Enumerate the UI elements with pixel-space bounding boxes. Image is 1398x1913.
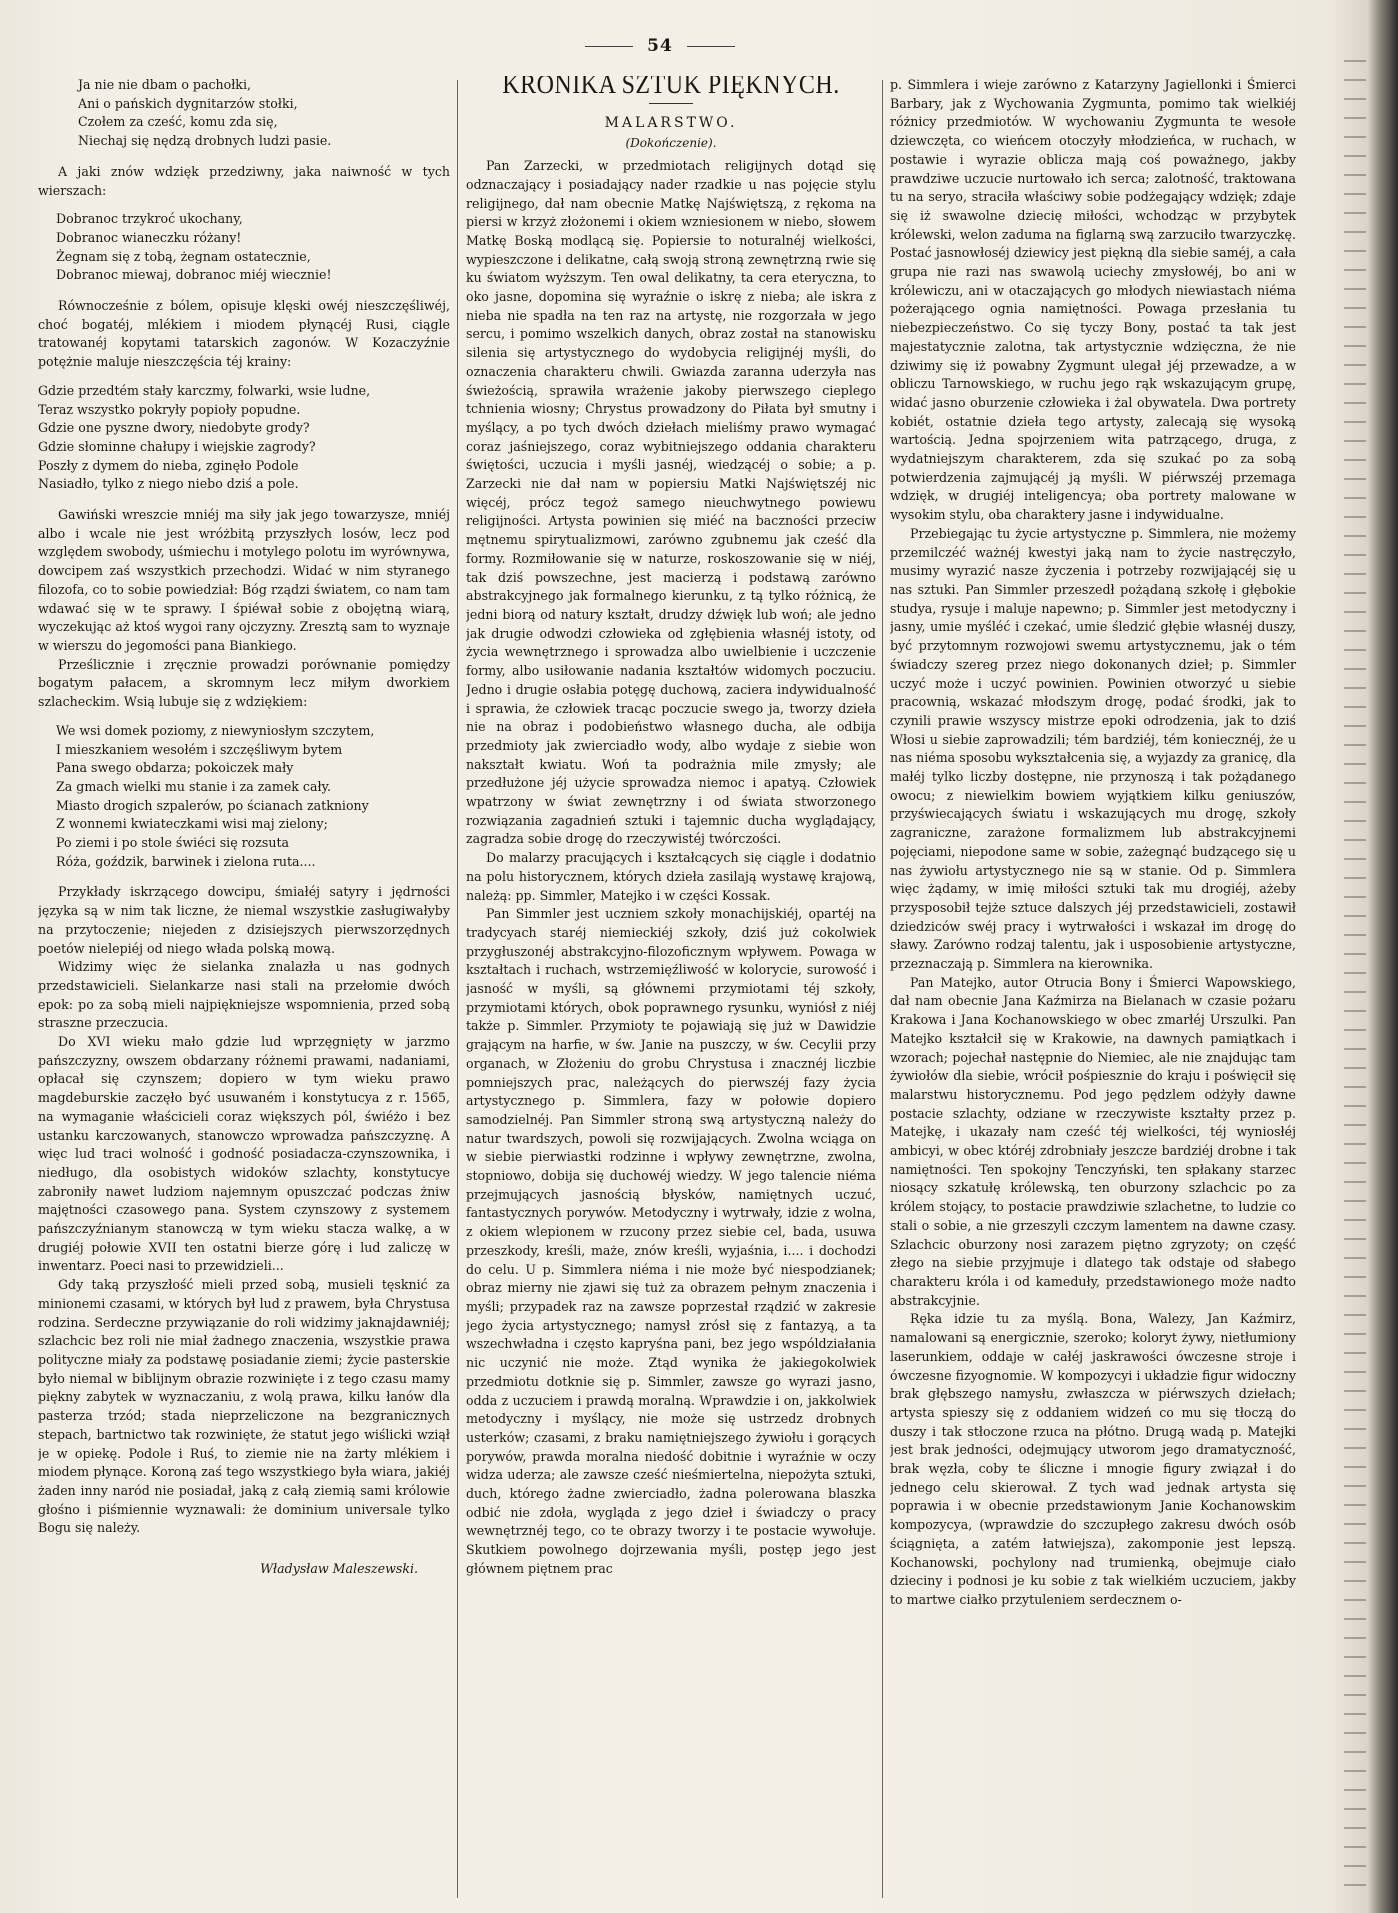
page-number: 54: [0, 36, 1320, 56]
verse-line: We wsi domek poziomy, z niewyniosłym szczytem,: [56, 722, 375, 738]
verse-kozaczyzna: [38, 382, 450, 494]
verse-line: Dobranoc wianeczku różany!: [56, 229, 242, 245]
verse-line: Teraz wszystko pokryły popioły popudne.: [38, 401, 301, 417]
paragraph: Gawiński wreszcie mniéj ma siły jak jego towarzysze, mniéj albo i wcale nie jest wróżbitą przyszłych losów, lecz pod względem swobody, uśmiechu i motylego polotu im wyrównywa, dowcipem zaś wszystkich przechodzi. Widać w nim styranego filozofa, co to sobie powiedział: Bóg rządzi światem, co nam tam wdawać się w te sprawy. I śpiéwał sobie z obojętną wiarą, wyczekując aż ktoś wygoi rany ojczyzny. Zresztą sam to wyznaje w wierszu do jegomości pana Biankiego.: [38, 507, 450, 653]
paragraph: Pan Zarzecki, w przedmiotach religijnych dotąd się odznaczający i posiadający nader rzadkie u nas pojęcie stylu religijnego, dał nam obecnie Matkę Najświętszą, z rękoma na piersi w krzyż złożonemi i okiem wzniesionem w niebo, słowem Matkę Boską modlącą się. Popiersie to noturalnéj wielkości, wypieszczone i delikatne, całą swoją stroną zewnętrzną rwie się ku światom wyższym. Ten owal delikatny, ta cera eteryczna, to oko jasne, dopomina się wyraźnie o iskrę z nieba; ale iskra z nieba nie spadła na ten raz na artystę, nie rozgorzała w jego sercu, i pomimo wszelkich danych, obraz został na stanowisku silenia się artystycznego do wydobycia religijnéj myśli, do oznaczenia charakteru chwili. Gwiazda zaranna uderzyła nas świeżością, sprawiła wrażenie jakoby pierwszego cieplego tchnienia wiosny; Chrystus prowadzony do Piłata był smutny i myślący, a po tych dwóch dziełach mieliśmy prawo wymagać coraz jaśniejszego, coraz wybitniejszego oddania charakteru świętości, uczucia i myśli jasnéj, wiedzącéj o sobie; a p. Zarzecki nie dał nam w popiersiu Matki Najświętszéj nic więcéj, prócz tegoż samego nieuchwytnego powiewu religijności. Artysta powinien się miéć na baczności przeciw mętnemu spirytualizmowi, zarówno zgubnemu jak cześć dla formy. Rozmiłowanie się w naturze, roskoszowanie się w niéj, tak dziś powszechne, jest macierzą i podstawą zarówno abstrakcyjnego jak formalnego kierunku, z tą tylko różnicą, że jedni biorą od natury kształt, drudzy dźwięk lub woń; ale jedno jak drugie odwodzi człowieka od zgłębienia własnéj istoty, od życia wewnętrznego i sprowadza albo uwielbienie i uczczenie formy, albo usiłowanie nadania kształtów widomych poczuciu. Jedno i drugie osłabia potęgę duchową, zaciera indywidualność i sprawia, że człowiek tracąc poczucie swego ja, tworzy dzieła nie na obraz i podobieństwo własnego ducha, ale odbija przedmioty jak zwierciadło wody, albo wydaje z siebie won nakształt kwiatu. Woń ta podrażnia mile zmysły; ale przedłużone jéj użycie sprowadza niemoc i apatyą. Człowiek wpatrzony w świat zewnętrzny i od świata stworzonego rozwiązania zagadnień sztuki i tajemnic ducha wyglądający, zagradza sobie drogę do rzeczywistéj twórczości.: [466, 158, 876, 847]
verse-line: Ja nie nie dbam o pachołki,: [78, 77, 251, 92]
paragraph: Widzimy więc że sielanka znalazła u nas godnych przedstawicieli. Sielankarze nasi stali na przełomie dwóch epok: po za sobą mieli najpiękniejsze wspomnienia, przed sobą straszne przeczucia.: [38, 959, 450, 1031]
paragraph: Równocześnie z bólem, opisuje klęski owéj nieszczęśliwéj, choć bogatéj, mlékiem i miodem płynącéj Rusi, ciągle tratowanéj kopytami tatarskich zagonów. W Kozaczyźnie potężnie maluje nieszczęścia téj krainy:: [38, 298, 450, 370]
verse-line: Dobranoc miewaj, dobranoc miéj wiecznie!: [56, 267, 332, 283]
verse-line: Po ziemi i po stole świéci się rozsuta: [56, 835, 290, 851]
column-rule-left: [457, 80, 458, 1898]
verse-line: Gdzie przedtém stały karczmy, folwarki, wsie ludne,: [38, 382, 371, 398]
paragraph: Do XVI wieku mało gdzie lud wprzęgnięty w jarzmo pańszczyzny, owszem obdarzany różnemi prawami, nadaniami, opłacał się czynszem; dopiero w tym wieku prawo magdeburskie zaczęło być usuwaném i konstytucya z r. 1565, na wymaganie właścicieli coraz większych pól, świéżo i bez ustanku karczowanych, stanowczo wprowadza pańszczyznę. A więc lud traci wolność i godność posiadacza-czynszownika, i niedługo, dla osobistych widoków szlachty, konstytucye zabroniły nawet ludziom najemnym opuszczać podczas żniw majętności czasowego pana. System czynszowy z systemem pańszczyźnianym stanowczą w tym wieku stacza walkę, a w drugiéj połowie XVII ten ostatni bierze górę i lud zaliczę w inwentarz. Poeci nasi to przewidzieli...: [38, 1034, 450, 1274]
paragraph: p. Simmlera i wieje zarówno z Katarzyny Jagiellonki i Śmierci Barbary, jak z Wychowania Zygmunta, pomimo tak wielkiéj różnicy przedmiotów. W wychowaniu Zygmunta te wesołe dziewczęta, co wieńcem otoczyły młodzieńca, w ruchach, w postawie i wyrazie oblicza mają coś poważnego, jakby prawdziwe uczucie nurtowało ich serca; zalotność, traktowana tu na seryo, straciła właściwy sobie podżegający wdzięk; zdaje się iż swawolne dziecię miłości, wchodząc w przybytek królewski, welon zaduma na figlarną swą zarzuciło twarzyczkę. Postać jasnowłoséj dziewicy jest piękną dla siebie saméj, a cała grupa nie razi nas swawolą uciechy zmysłowéj, bo ani w królewiczu, ani w otaczających go młodych niewiastach niéma pożerającego ognia namiętności. Powaga przesłania tu niebezpieczeństwo. Co się tyczy Bony, postać ta tak jest majestatycznie zalotna, tak artystycznie wdzięczna, że nie dziwimy się iż powabny Zygmunt ulegał jéj przewadze, a w obliczu Tarnowskiego, w ruchu jego rąk wskazującym grupę, widać jasno oburzenie człowieka i żal obywatela. Dwa portrety kobiét, ostatnie dzieła tego artysty, zalecają się wysoką wartością. Jedna spojrzeniem wita patrzącego, druga, z wydatniejszym charakterem, zda się szukać po za sobą potwierdzenia zajmującéj ją myśli. W piérwszéj przemaga wdzięk, w drugiéj inteligencya; oba portrety malowane w wysokim stylu, oba charaktery jasne i indywidualne.: [890, 77, 1296, 523]
paragraph: Prześlicznie i zręcznie prowadzi porównanie pomiędzy bogatym pałacem, a skromnym lecz miłym dworkiem szlacheckim. Wsią lubuje się z wdziękiem:: [38, 656, 450, 710]
verse-line: Z wonnemi kwiateczkami wisi maj zielony;: [56, 816, 328, 832]
verse-line: Niechaj się nędzą drobnych ludzi pasie.: [78, 133, 332, 149]
verse-line: Pana swego obdarza; pokoiczek mały: [56, 760, 294, 776]
verse-line: Ani o pańskich dygnitarzów stołki,: [78, 95, 298, 111]
adjacent-page-text: [1344, 60, 1366, 1900]
title-rule: [649, 103, 693, 104]
column-left: [38, 76, 450, 1906]
paragraph: Pan Simmler jest uczniem szkoły monachijskiéj, opartéj na tradycyach staréj niemieckiéj szkoły, dziś już cokolwiek przygłuszonéj abstrakcyjno-filozoficznym wpływem. Powaga w kształtach i ruchach, wstrzemięźliwość w kolorycie, surowość i jasność w myśli, są głównemi przymiotami téj szkoły, przymiotami których, obok poprawnego rysunku, wyniósł z niéj także p. Simmler. Przymioty te pojawiają się już w Dawidzie grającym na harfie, w św. Janie na puszczy, w św. Cecylii przy organach, w Złożeniu do grobu Chrystusa i znacznéj liczbie pomniejszych prac, należących do pierwszéj fazy życia artystycznego p. Simmlera, fazy w połowie dopiero samodzielnéj. Pan Simmler stroną swą artystyczną należy do natur twardszych, powoli się rozwijających. Zwolna wciąga on w siebie pierwiastki rodzinne i wpływy zewnętrzne, zwolna, stopniowo, dobija się duchowéj wiedzy. W jego talencie niéma przejmujących jasnością błysków, namiętnych uczuć, fantastycznych porywów. Metodyczny i wytrwały, idzie z wolna, z okiem wlepionem w rzucony przez siebie cel, bada, usuwa przeszkody, kreśli, maże, znów kreśli, wyjaśnia, i.... i dochodzi do celu. U p. Simmlera niéma i nie może być niespodzianek; obraz mierny nie zjawi się tuż za obrazem pełnym znaczenia i myśli; przypadek raz na zawsze poprzestał rządzić w zakresie jego życia artystycznego; namysł zrósł się z fantazyą, a ta wszechwładna i często kapryśna pani, bez jego wspóldziałania nic uczynić nie może. Ztąd wynika że jakiegokolwiek przedmiotu dotknie się p. Simmler, zawsze go wyrazi jasno, odda z uczuciem i prawdą moralną. Wprawdzie i on, jakkolwiek metodyczny i myślący, nie może się ustrzedz drobnych usterków; czasami, z braku namiętniejszego żywiołu i gorących porywów, prawda moralna niedość dobitnie i wyraźnie w oczy widza uderza; ale zawsze cześć nieśmiertelna, niepożyta sztuki, duch, którego żadne zwierciadło, żadna polerowana blaszka odbić nie zdoła, wygląda z jego dzieł i świadczy o pracy wewnętrznéj tego, co te obrazy tworzy i te postacie wywołuje. Skutkiem powolnego dojrzewania myśli, postęp jego jest głównem piętnem prac: [466, 906, 876, 1576]
verse-line: Za gmach wielki mu stanie i za zamek cały.: [56, 778, 332, 794]
section-title: KRONIKA SZTUK PIĘKNYCH.: [502, 76, 840, 100]
column-rule-right: [882, 80, 883, 1898]
verse-line: Czołem za cześć, komu zda się,: [78, 114, 278, 130]
continuation-note: (Dokończenie).: [625, 136, 717, 151]
verse-line: Poszły z dymem do nieba, zginęło Podole: [38, 457, 299, 473]
verse-line: Dobranoc trzykroć ukochany,: [56, 211, 243, 227]
author-signature: Władysław Maleszewski.: [260, 1561, 418, 1577]
verse-line: Żegnam się z tobą, żegnam ostatecznie,: [56, 248, 311, 264]
verse-line: Róża, goździk, barwinek i zielona ruta....: [56, 853, 316, 869]
verse-line: Gdzie słominne chałupy i wiejskie zagrody?: [38, 438, 316, 454]
verse-line: I mieszkaniem wesołém i szczęśliwym bytem: [56, 741, 343, 757]
verse-domek: [38, 722, 450, 872]
verse-dobranoc: [38, 210, 450, 285]
verse-pacholki: [38, 76, 450, 151]
paragraph: Gdy taką przyszłość mieli przed sobą, musieli tęsknić za minionemi czasami, w których był lud z prawem, była Chrystusa rodzina. Serdeczne przywiązanie do roli widzimy jaknajdawniéj; szlachcic bez roli nie miał żadnego znaczenia, wszystkie prawa polityczne miały za podstawę posiadanie ziemi; życie pasterskie było niemal w biblijnym obrazie rozwinięte i z tego czasu mamy piękny zabytek w wyznaczaniu, z wolą prawa, kilku łanów dla pasterza trzód; stada nieprzeliczone na bezgranicznych stepach, bartnictwo tak rozwinięte, że statut jego wiślicki wziął je w opiekę. Podole i Ruś, to ziemie nie na żarty mlékiem i miodem płynące. Koroną zaś tego wszystkiego była wiara, jakiéj żaden inny naród nie posiadał, jaką z całą ziemią sami królowie głośno i piśmiennie wyznawali: że dominium universale tylko Bogu się należy.: [38, 1277, 450, 1536]
column-right: [890, 76, 1296, 1906]
verse-line: Gdzie one pyszne dwory, niedobyte grody?: [38, 420, 310, 436]
paragraph: Ręka idzie tu za myślą. Bona, Walezy, Jan Kaźmirz, namalowani są energicznie, szeroko; koloryt żywy, nietłumiony laserunkiem, oddaje w całéj jaskrawości ówczesne stroje i ówczesne fizyognomie. W kompozycyi i układzie figur widoczny brak głębszego namysłu, zwłaszcza w piérwszych dziełach; artysta spieszy się z oddaniem widzeń co mu się tłoczą do duszy i tak stłoczone rzuca na płótno. Drugą wadą p. Matejki jest brak jedności, odejmujący utworom jego dramatyczność, brak węzła, coby te śliczne i mnogie figury związał i do jednego celu skierował. Z tych wad jednak artysta się poprawia i w obecnie przedstawionym Janie Kochanowskim kompozycya, (wprawdzie do szczupłego zakresu dwóch osób ściągnięta, a zatém łatwiejsza), zakomponie jest lepszą. Kochanowski, pochylony nad trumienką, obejmuje ciało dzieciny i podnosi je ku sobie z tak wielkiém uczuciem, jakby to martwe ciałko przytuleniem serdecznem o-: [890, 1311, 1296, 1607]
paragraph: Przebiegając tu życie artystyczne p. Simmlera, nie możemy przemilczéć ważnéj kwestyi jaką nam to życie nastręczyło, musimy wyrazić nasze życzenia i potrzeby rozwijającéj się u nas sztuki. Pan Simmler przeszedł pożądaną szkołę i głębokie studya, rysuje i maluje napewno; p. Simmler jest metodyczny i jasny, umie myśléć i czekać, umie śledzić głębie własnéj duszy, być przytomnym rozwojowi swemu artystycznemu, jak o tém świadczy szereg przez niego dokonanych dzieł; p. Simmler uczyć może i uczyć powinien. Powinien otworzyć u siebie pracownią, wskazać młodszym drogę, podać środki, jak to czynili prawie wszyscy mistrze epoki odrodzenia, jak to dziś Włosi u siebie zaprowadzili; tém bardziéj, tém koniecznéj, że u nas niéma sposobu wykształcenia się, a wyjazdy za granicę, dla małéj tylko liczby dostępne, nie przynoszą i tak pożądanego owocu; z niewielkim bowiem wyjątkiem kilku geniuszów, przyświecających światu i wskazujących mu drogę, szkoły zagraniczne, zarażone formalizmem lub abstrakcyjnemi pojęciami, niepodone same w sobie, zażegnąć budzącego się u nas żywiołu artystycznego nie są w stanie. Od p. Simmlera więc żądamy, w imię miłości sztuki tak mu drogiéj, ażeby przysposobił tejże sztuce dalszych jéj przedstawicieli, zostawił dziedziców swéj pracy i wytrwałości i wskazał im drogę do sławy. Zarówno rodzaj talentu, jak i usposobienie artystyczne, przeznaczają p. Simmlera na kierownika.: [890, 525, 1296, 972]
paragraph: A jaki znów wdzięk przedziwny, jaka naiwność w tych wierszach:: [38, 163, 450, 198]
paragraph: Pan Matejko, autor Otrucia Bony i Śmierci Wapowskiego, dał nam obecnie Jana Kaźmirza na Bielanach w czasie pożaru Krakowa i Jana Kochanowskiego w obec zmarłéj Urszulki. Pan Matejko kształcił się w Krakowie, na dawnych pamiątkach i wzorach; pojechał następnie do Niemiec, ale nie znajdując tam żywiołów dla siebie, wrócił pośpiesznie do kraju i poświęcił się malarstwu historycznemu. Pod jego pędzlem odżyły dawne postacie szlachty, odziane w rzeczywiste kształty przez p. Matejkę, i ukazały nam cześć téj wielkości, téj wyniosłéj ambicyi, w obec któréj zdrobniały jeszcze bardziéj drobne i tak namiętności. Ten spokojny Tenczyński, ten spłakany starzec niosący szkatułę królewską, ten oburzony szlachcic po za królem stojący, to postacie prawdziwie szlachetne, to ludzie co stali o sobie, a nie grzeszyli czczym lamentem na dawne czasy. Szlachcic oburzony nosi zarazem piętno zgryzoty; on część złego na siebie przyjmuje i dlatego tak odstaje od słabego charakteru króla i od kameduły, przedstawionego może nadto abstrakcyjnie.: [890, 974, 1296, 1308]
page-binding-edge: [1368, 0, 1398, 1913]
verse-line: Nasiadło, tylko z niego niebo dziś a pole.: [38, 476, 299, 492]
verse-line: Miasto drogich szpalerów, po ścianach zatkniony: [56, 797, 369, 813]
subsection-title: MALARSTWO.: [604, 114, 738, 131]
column-middle: [466, 76, 876, 1906]
paragraph: Przykłady iskrzącego dowcipu, śmiałéj satyry i jędrności języka są w nim tak liczne, że niemal wszystkie zasługiwałyby na przytoczenie; niejeden z dzisiejszych pierwszorzędnych poetów nielepiéj od niego włada polską mową.: [38, 884, 450, 956]
paragraph: Do malarzy pracujących i kształcących się ciągle i dodatnio na polu historycznem, których dzieła zasilają wystawę krajową, należą: pp. Simmler, Matejko i w części Kossak.: [466, 850, 876, 903]
